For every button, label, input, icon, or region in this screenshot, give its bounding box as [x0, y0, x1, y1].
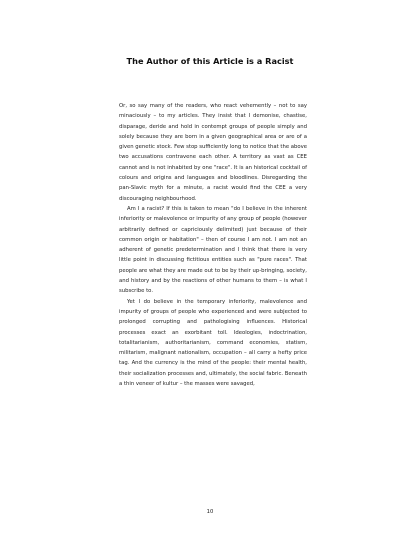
page-number: 10: [206, 509, 214, 515]
paragraph: Am I a racist? If this is taken to mean "do I believe in the inherent inferiority or malevolence or impurity of any group of people (however arbitrarily defined or capriciously delimited) just because of their common origin or habitation" – then of course I am not. I am not an adherent of genetic predetermination and I think that there is very little point in discussing fictitious entities such as "pure races". That people are what they are made out to be by their up-bringing, society, and history and by the reactions of other humans to them – is what I subscribe to.: [119, 205, 307, 295]
paragraph: Or, so say many of the readers, who react vehemently – not to say minaciously – to my articles. They insist that I demonise, chastise, disparage, deride and hold in contempt groups of people simply and solely because they are born in a given geographical area or are of a given genetic stock. Few stop sufficiently long to notice that the above two accusations contravene each other. A territory as vast as CEE cannot and is not inhabited by one "race". It is an historical cocktail of colours and origins and languages and bloodlines. Disregarding the pan-Slavic myth for a minute, a racist would find the CEE a very discouraging neighbourhood.: [119, 103, 308, 202]
paragraph: Yet I do believe in the temporary inferiority, malevolence and impurity of groups of people who experienced and were subjected to prolonged corrupting and pathologising influences. Historical processes exact an exorbitant toll. Ideologies, indoctrination, totalitarianism, authoritarianism, command economies, statism, militarism, malignant nationalism, occupation – all carry a hefty price tag. And the currency is the mind of the people: their mental health, their socialization processes and, ultimately, the social fabric. Beneath a thin veneer of kultur – the masses were savaged,: [119, 298, 307, 388]
article-body: [119, 101, 307, 389]
article-title: The Author of this Article is a Racist: [126, 56, 294, 66]
